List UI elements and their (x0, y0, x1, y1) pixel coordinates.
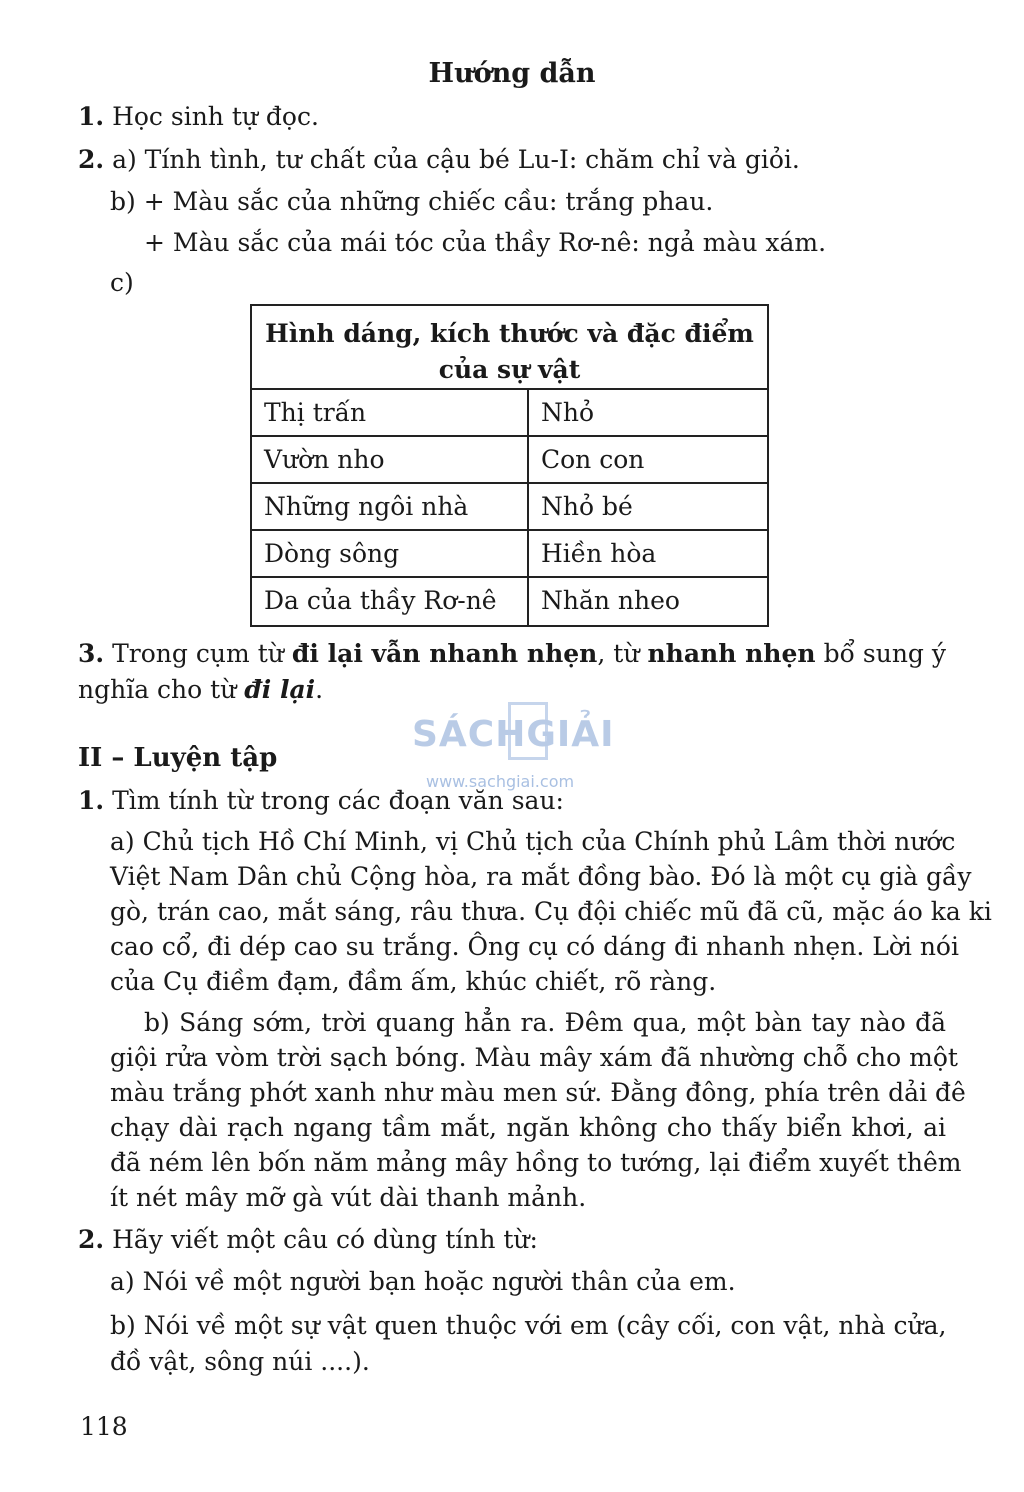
answer-3-text4: nghĩa cho từ (78, 675, 237, 704)
adjective-table (250, 304, 769, 627)
table-cell-feature: Nhỏ (541, 398, 595, 427)
paragraph-a-line: a) Chủ tịch Hồ Chí Minh, vị Chủ tịch của Chính phủ Lâm thời nước (110, 827, 956, 856)
paragraph-a-line: gò, trán cao, mắt sáng, râu thưa. Cụ đội chiếc mũ đã cũ, mặc áo ka ki (110, 897, 992, 926)
table-cell-object: Những ngôi nhà (252, 484, 529, 529)
answer-1-text: Học sinh tự đọc. (112, 102, 319, 131)
table-cell-feature: Con con (541, 445, 645, 474)
section-heading-practice: II – Luyện tập (78, 743, 278, 773)
answer-2-number: 2. (78, 145, 105, 174)
answer-3-line1 (78, 636, 946, 671)
table-header-line1: Hình dáng, kích thước và đặc điểm (265, 319, 754, 348)
paragraph-b-line: chạy dài rạch ngang tầm mắt, ngăn không cho thấy biển khơi, ai (110, 1113, 946, 1142)
table-cell-object: Dòng sông (252, 531, 529, 576)
answer-3-text3: bổ sung ý (823, 639, 947, 668)
table-row (252, 437, 767, 484)
table-cell-object: Thị trấn (252, 390, 529, 435)
table-header-line2: của sự vật (438, 355, 581, 384)
table-row (252, 531, 767, 578)
answer-3-emphasis: đi lại (244, 675, 316, 704)
answer-2a (78, 145, 800, 175)
answer-1 (78, 102, 319, 132)
paragraph-a-line: Việt Nam Dân chủ Cộng hòa, ra mắt đồng bào. Đó là một cụ già gầy (110, 862, 972, 891)
exercise-2a: a) Nói về một người bạn hoặc người thân của em. (110, 1267, 736, 1296)
exercise-1-prompt (78, 786, 564, 816)
paragraph-b-line: giội rửa vòm trời sạch bóng. Màu mây xám đã nhường chỗ cho một (110, 1043, 958, 1072)
answer-3-text5: . (315, 675, 324, 704)
answer-3-text1: Trong cụm từ (112, 639, 284, 668)
table-cell-object: Da của thầy Rơ-nê (252, 578, 529, 625)
answer-1-number: 1. (78, 102, 105, 131)
table-header (252, 306, 767, 390)
paragraph-a-line: cao cổ, đi dép cao su trắng. Ông cụ có dáng đi nhanh nhẹn. Lời nói (110, 932, 959, 961)
answer-2a-text: a) Tính tình, tư chất của cậu bé Lu-I: chăm chỉ và giỏi. (112, 145, 800, 174)
exercise-2-text: Hãy viết một câu có dùng tính từ: (112, 1225, 538, 1254)
paragraph-b-line: màu trắng phớt xanh như màu men sứ. Đằng đông, phía trên dải đê (110, 1078, 966, 1107)
answer-3-keyword: nhanh nhẹn (647, 639, 816, 668)
exercise-1-number: 1. (78, 786, 105, 815)
exercise-2b-line2: đồ vật, sông núi ....). (110, 1347, 370, 1376)
table-cell-object: Vườn nho (252, 437, 529, 482)
exercise-2-number: 2. (78, 1225, 105, 1254)
page-title: Hướng dẫn (428, 58, 596, 89)
paragraph-a-line: của Cụ điềm đạm, đầm ấm, khúc chiết, rõ ràng. (110, 967, 717, 996)
watermark-url: www.sachgiai.com (426, 772, 575, 791)
table-row (252, 578, 767, 625)
answer-2c-label: c) (110, 268, 134, 297)
page-number: 118 (80, 1412, 128, 1441)
paragraph-b-line: ít nét mây mỡ gà vút dài thanh mảnh. (110, 1183, 587, 1212)
table-row (252, 390, 767, 437)
answer-2b-line2: + Màu sắc của mái tóc của thầy Rơ-nê: ngả màu xám. (144, 228, 827, 257)
paragraph-b-line: b) Sáng sớm, trời quang hẳn ra. Đêm qua, một bàn tay nào đã (144, 1008, 946, 1037)
watermark (410, 700, 620, 796)
watermark-brand: SÁCHGIẢI (412, 714, 615, 755)
exercise-1-text: Tìm tính từ trong các đoạn văn sau: (112, 786, 564, 815)
paragraph-b-line: đã ném lên bốn năm mảng mây hồng to tướng, lại điểm xuyết thêm (110, 1148, 962, 1177)
exercise-2-prompt (78, 1225, 538, 1255)
answer-2b-line1: b) + Màu sắc của những chiếc cầu: trắng phau. (110, 187, 714, 216)
table-row (252, 484, 767, 531)
table-cell-feature: Hiền hòa (541, 539, 657, 568)
table-cell-feature: Nhăn nheo (541, 586, 680, 615)
table-cell-feature: Nhỏ bé (541, 492, 633, 521)
answer-3-text2: , từ (597, 639, 640, 668)
exercise-2b-line1: b) Nói về một sự vật quen thuộc với em (cây cối, con vật, nhà cửa, (110, 1311, 947, 1340)
answer-3-line2 (78, 675, 323, 705)
answer-3-phrase: đi lại vẫn nhanh nhẹn (291, 639, 598, 668)
answer-3-number: 3. (78, 639, 105, 668)
